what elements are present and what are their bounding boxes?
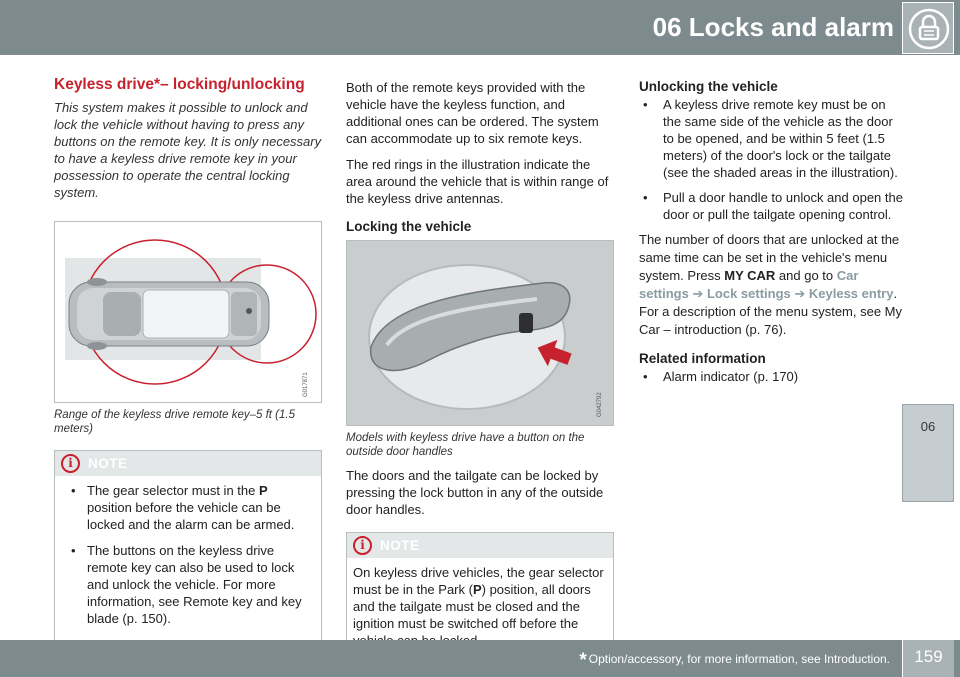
note-body xyxy=(55,476,321,646)
arrow-right-icon: ➔ xyxy=(790,286,809,301)
subheading-unlocking: Unlocking the vehicle xyxy=(639,79,778,94)
note-title: NOTE xyxy=(88,456,128,471)
paragraph-menu: The number of doors that are unlocked at the same time can be set in the vehicle's menu system. Press MY CAR and go to Car settings ➔ Lock settings ➔ Keyless entry. For a description of the menu system, see My Car – introduction (p. 76). xyxy=(639,232,902,337)
page-footer xyxy=(0,640,960,677)
chapter-icon-box xyxy=(902,2,954,54)
padlock-icon xyxy=(903,3,955,55)
page-number: 159 xyxy=(902,640,954,677)
section-heading: Keyless drive*– locking/unlocking xyxy=(54,76,305,93)
figure-caption: Models with keyless drive have a button on the outside door handles xyxy=(346,432,585,458)
chapter-title: 06 Locks and alarm xyxy=(652,12,894,42)
paragraph: The red rings in the illustration indicate the area around the vehicle that is within range of the keyless drive antennas. xyxy=(346,157,609,206)
section-intro: This system makes it possible to unlock and lock the vehicle without having to press any buttons on the remote key. It is only necessary to have a keyless drive remote key in your possession to operate the central locking system. xyxy=(54,100,322,200)
column-left xyxy=(54,76,322,647)
arrow-right-icon: ➔ xyxy=(688,286,707,301)
info-icon: i xyxy=(61,454,80,473)
subheading-locking: Locking the vehicle xyxy=(346,219,472,234)
subheading-related: Related information xyxy=(639,351,766,366)
figure-code: G042792 xyxy=(597,392,603,417)
column-right xyxy=(639,79,907,393)
paragraph: The doors and the tailgate can be locked by pressing the lock button in any of the outside door handles. xyxy=(346,468,604,517)
note-bullet: • The buttons on the keyless drive remote key can also be used to lock and unlock the vehicle. For more information, see Remote key and key blade (p. 150). xyxy=(61,542,315,627)
car-range-illustration xyxy=(55,222,321,402)
unlock-bullet-list xyxy=(639,96,907,223)
door-handle-illustration xyxy=(347,241,613,425)
chapter-side-tab[interactable] xyxy=(902,404,954,502)
menu-path-keyless-entry[interactable]: Keyless entry xyxy=(808,286,894,301)
figure-code: G017871 xyxy=(303,372,309,397)
note-title: NOTE xyxy=(380,538,420,553)
info-icon: i xyxy=(353,536,372,555)
note-bullet: • The gear selector must in the P position before the vehicle can be locked and the alarm can be armed. xyxy=(61,482,315,533)
menu-path-car-settings[interactable]: Car settings xyxy=(639,268,859,301)
note-text: On keyless drive vehicles, the gear selector must be in the Park (P) position, all doors and the tailgate must be closed and the ignition must be switched off before the xyxy=(353,565,604,631)
list-item: • Pull a door handle to unlock and open the door or pull the tailgate opening control. xyxy=(639,189,907,223)
footer-note: * Option/accessory, for more information, see Introduction. xyxy=(579,650,890,671)
list-item: • A keyless drive remote key must be on the same side of the vehicle as the door to be opened, and be within 5 feet (1.5 meters) of the door's lock or the tailgate (see the shaded areas in the illustration). xyxy=(639,96,907,181)
note-bullet-list xyxy=(61,482,315,627)
keyless-range-figure xyxy=(54,221,322,403)
menu-path-lock-settings[interactable]: Lock settings xyxy=(706,286,791,301)
figure-caption: Range of the keyless drive remote key–5 ft (1.5 meters) xyxy=(54,409,295,435)
related-link[interactable]: • Alarm indicator (p. 170) xyxy=(639,368,907,385)
note-header xyxy=(55,451,321,476)
page-header xyxy=(0,0,960,55)
related-list xyxy=(639,368,907,385)
note-box xyxy=(54,450,322,647)
note-header xyxy=(347,533,613,558)
paragraph: Both of the remote keys provided with the vehicle have the keyless function, and additional ones can be ordered. The system can accommodate up to six remote keys. xyxy=(346,80,599,146)
side-tab-label: 06 xyxy=(920,419,936,434)
column-middle xyxy=(346,79,614,660)
door-handle-figure xyxy=(346,240,614,426)
